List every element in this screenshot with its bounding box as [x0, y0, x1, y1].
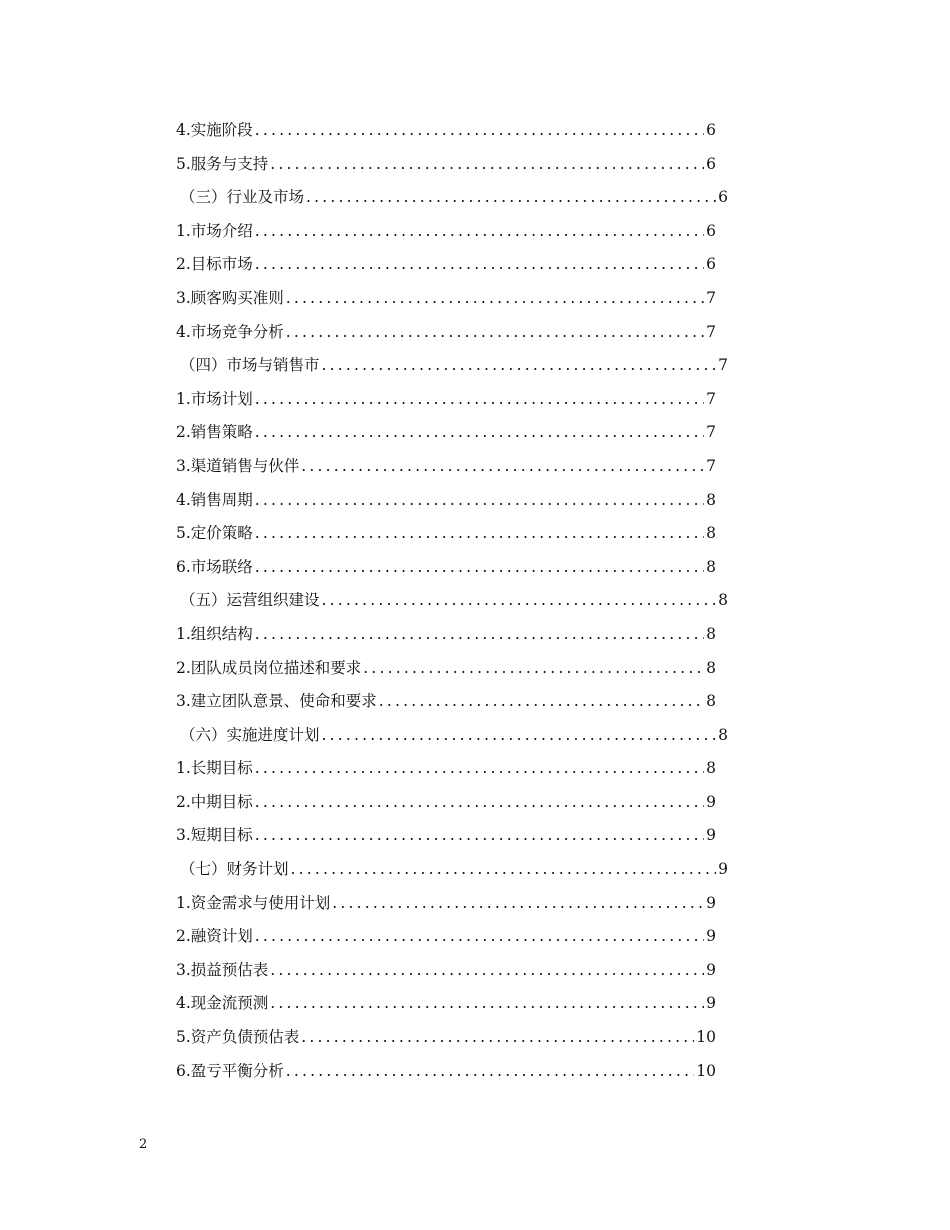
toc-entry[interactable] [176, 786, 716, 820]
page-number: 2 [139, 1137, 148, 1152]
toc-entry-label: 2.融资计划 [176, 927, 253, 946]
toc-entry-page: 6 [706, 221, 716, 240]
toc-entry-page: 8 [706, 524, 716, 543]
toc-entry[interactable] [180, 584, 728, 618]
toc-entry-page: 6 [718, 188, 728, 207]
toc-dot-leader [255, 618, 704, 652]
toc-entry-page: 8 [706, 624, 716, 643]
toc-entry-label: （四）市场与销售市 [180, 356, 320, 375]
toc-dot-leader [322, 719, 717, 753]
toc-entry-label: 1.资金需求与使用计划 [176, 893, 331, 912]
toc-dot-leader [270, 148, 704, 182]
toc-entry[interactable] [176, 1021, 716, 1055]
toc-dot-leader [255, 416, 704, 450]
toc-dot-leader [255, 248, 704, 282]
toc-entry-label: 4.现金流预测 [176, 994, 269, 1013]
toc-entry-label: 3.顾客购买准则 [176, 288, 284, 307]
toc-entry-page: 7 [706, 288, 716, 307]
toc-entry[interactable] [176, 383, 716, 417]
toc-entry[interactable] [176, 685, 716, 719]
toc-entry[interactable] [176, 618, 716, 652]
toc-entry-page: 8 [718, 591, 728, 610]
toc-entry-page: 10 [696, 1028, 716, 1047]
toc-dot-leader [255, 819, 704, 853]
toc-entry-page: 9 [706, 994, 716, 1013]
toc-entry-page: 7 [706, 423, 716, 442]
toc-entry-page: 9 [706, 792, 716, 811]
toc-entry-page: 7 [718, 356, 728, 375]
toc-entry-label: 6.市场联络 [176, 557, 253, 576]
toc-entry[interactable] [180, 349, 728, 383]
toc-entry[interactable] [176, 887, 716, 921]
toc-entry-page: 9 [718, 860, 728, 879]
toc-entry[interactable] [176, 954, 716, 988]
toc-entry-page: 8 [706, 490, 716, 509]
toc-dot-leader [301, 1021, 694, 1055]
toc-entry-page: 9 [706, 927, 716, 946]
toc-entry-page: 9 [706, 893, 716, 912]
toc-entry[interactable] [176, 517, 716, 551]
toc-entry[interactable] [176, 282, 716, 316]
toc-entry-label: 3.短期目标 [176, 826, 253, 845]
toc-entry-label: 4.销售周期 [176, 490, 253, 509]
toc-entry-label: （五）运营组织建设 [180, 591, 320, 610]
toc-entry[interactable] [176, 1055, 716, 1089]
toc-entry-page: 6 [706, 255, 716, 274]
toc-entry-label: 1.市场计划 [176, 389, 253, 408]
toc-entry[interactable] [176, 484, 716, 518]
toc-entry[interactable] [176, 819, 716, 853]
toc-dot-leader [255, 920, 704, 954]
toc-entry[interactable] [176, 416, 716, 450]
toc-entry-label: 3.损益预估表 [176, 960, 269, 979]
toc-entry-page: 9 [706, 960, 716, 979]
toc-dot-leader [255, 752, 704, 786]
toc-entry[interactable] [176, 752, 716, 786]
toc-dot-leader [379, 685, 704, 719]
toc-entry-label: 2.销售策略 [176, 423, 253, 442]
toc-entry[interactable] [176, 148, 716, 182]
toc-dot-leader [286, 282, 704, 316]
toc-entry-label: 5.服务与支持 [176, 154, 269, 173]
toc-entry-page: 7 [706, 389, 716, 408]
toc-dot-leader [255, 215, 704, 249]
toc-entry-page: 9 [706, 826, 716, 845]
toc-entry-page: 8 [718, 725, 728, 744]
toc-entry-label: 6.盈亏平衡分析 [176, 1061, 284, 1080]
toc-entry-page: 6 [706, 121, 716, 139]
toc-entry[interactable] [176, 652, 716, 686]
toc-dot-leader [270, 987, 704, 1021]
toc-entry[interactable] [176, 114, 716, 148]
toc-dot-leader [332, 887, 704, 921]
toc-dot-leader [306, 181, 716, 215]
toc-dot-leader [363, 652, 704, 686]
toc-dot-leader [322, 349, 717, 383]
toc-dot-leader [255, 383, 704, 417]
toc-entry-page: 7 [706, 456, 716, 475]
toc-entry-page: 8 [706, 759, 716, 778]
toc-entry[interactable] [176, 316, 716, 350]
toc-entry-label: （三）行业及市场 [180, 188, 305, 207]
toc-dot-leader [270, 954, 704, 988]
toc-entry-page: 8 [706, 557, 716, 576]
toc-dot-leader [322, 584, 717, 618]
toc-dot-leader [286, 1055, 694, 1089]
toc-entry[interactable] [176, 215, 716, 249]
toc-dot-leader [255, 484, 704, 518]
toc-entry[interactable] [176, 920, 716, 954]
toc-entry-label: 4.实施阶段 [176, 121, 253, 139]
toc-entry-page: 10 [696, 1061, 716, 1080]
toc-dot-leader [286, 316, 704, 350]
toc-entry-label: 3.建立团队意景、使命和要求 [176, 692, 377, 711]
toc-dot-leader [255, 517, 704, 551]
toc-entry-page: 6 [706, 154, 716, 173]
toc-dot-leader [291, 853, 717, 887]
toc-entry-label: 1.长期目标 [176, 759, 253, 778]
toc-entry-label: 1.市场介绍 [176, 221, 253, 240]
toc-entry[interactable] [180, 853, 728, 887]
toc-entry[interactable] [176, 248, 716, 282]
toc-entry[interactable] [180, 181, 728, 215]
toc-entry-label: （六）实施进度计划 [180, 725, 320, 744]
toc-entry-label: 5.资产负债预估表 [176, 1028, 300, 1047]
toc-entry-label: 2.中期目标 [176, 792, 253, 811]
toc-entry-label: （七）财务计划 [180, 860, 289, 879]
toc-entry-label: 2.团队成员岗位描述和要求 [176, 658, 362, 677]
toc-entry-page: 7 [706, 322, 716, 341]
table-of-contents [176, 114, 728, 1088]
toc-entry[interactable] [180, 719, 728, 753]
toc-entry-label: 5.定价策略 [176, 524, 253, 543]
toc-dot-leader [255, 786, 704, 820]
toc-entry[interactable] [176, 450, 716, 484]
toc-entry-page: 8 [706, 658, 716, 677]
toc-entry-label: 1.组织结构 [176, 624, 253, 643]
toc-entry-label: 4.市场竞争分析 [176, 322, 284, 341]
toc-dot-leader [255, 114, 704, 148]
toc-entry-page: 8 [706, 692, 716, 711]
toc-dot-leader [255, 551, 704, 585]
toc-entry[interactable] [176, 987, 716, 1021]
toc-entry-label: 2.目标市场 [176, 255, 253, 274]
toc-entry-label: 3.渠道销售与伙伴 [176, 456, 300, 475]
toc-entry[interactable] [176, 551, 716, 585]
toc-dot-leader [301, 450, 704, 484]
